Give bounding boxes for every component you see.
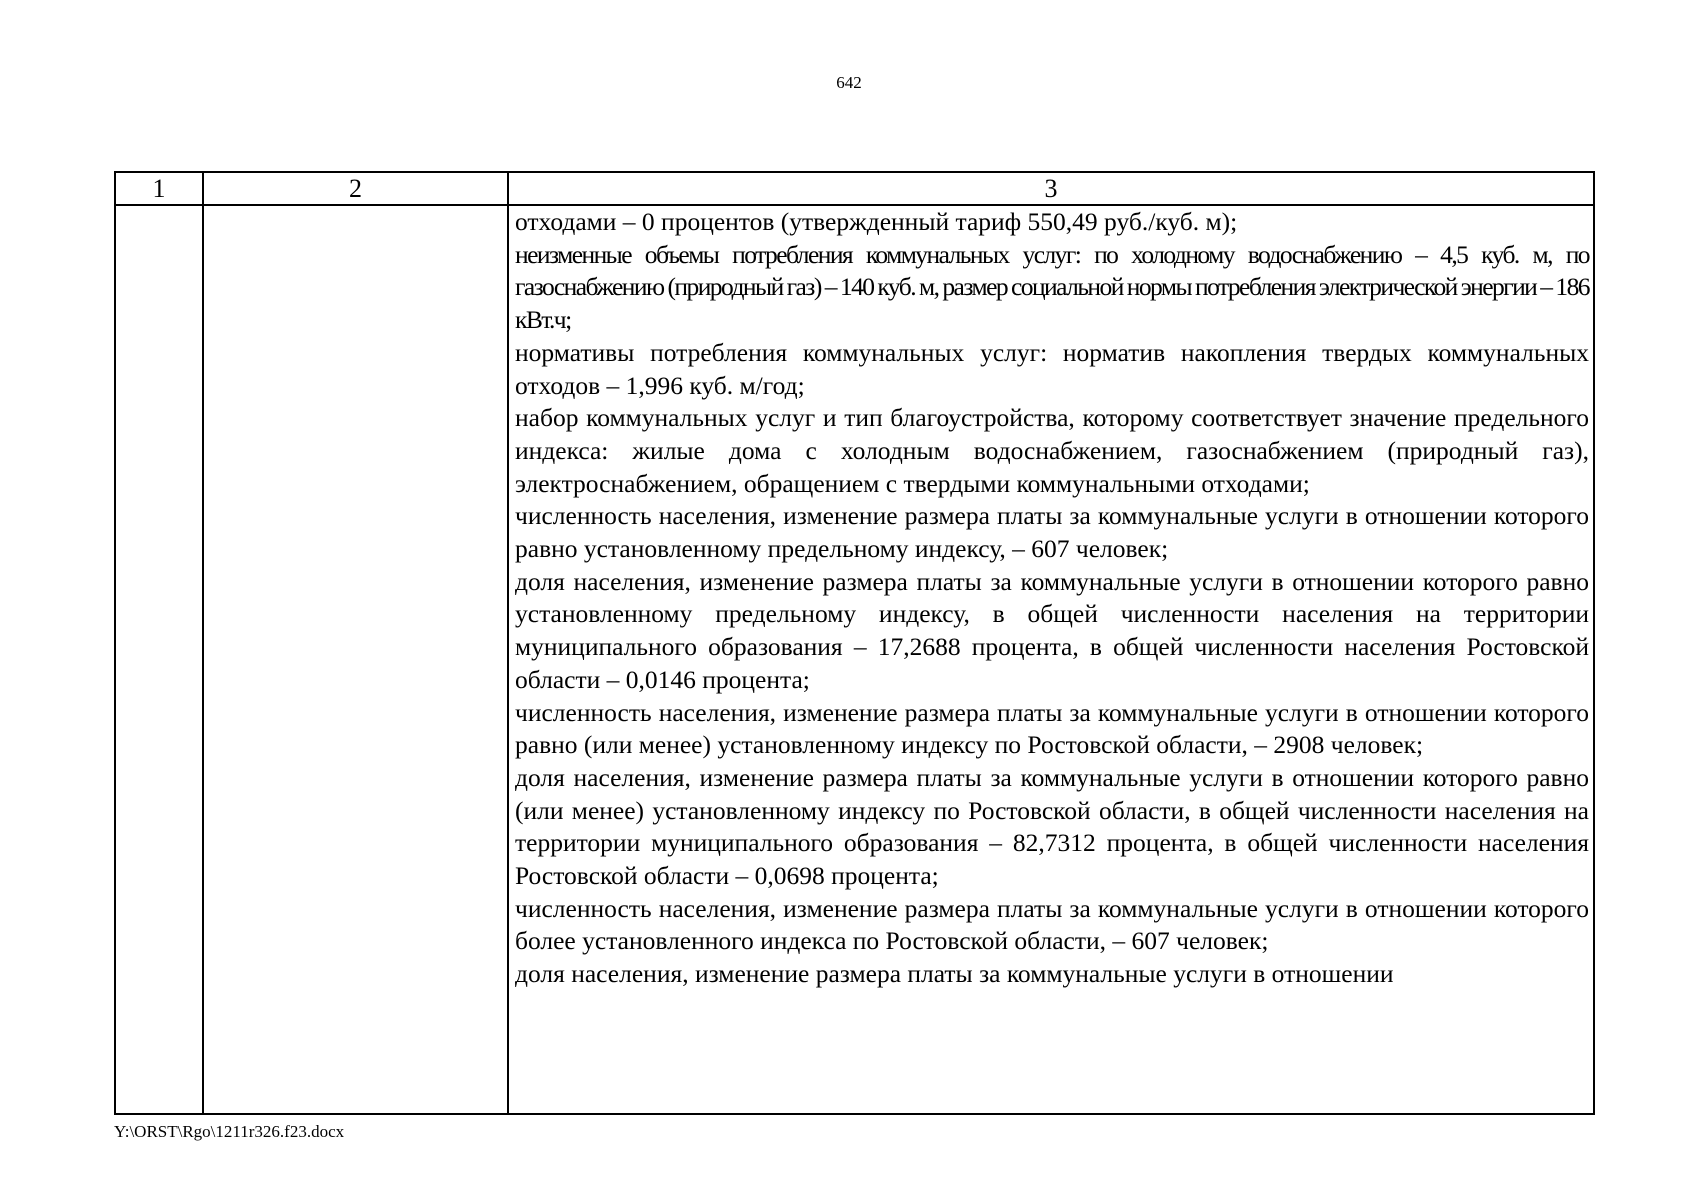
paragraph-2: неизменные объемы потребления коммунальных услуг: по холодному водоснабжению – 4,5 куб. м, по газоснабжению (природный газ) – 140 куб. м, размер социальной нормы потребления электрической энергии – 186 кВт.ч; <box>515 239 1589 335</box>
cell-col-3 <box>508 205 1594 1114</box>
paragraph-1: отходами – 0 процентов (утвержденный тариф 550,49 руб./куб. м); <box>515 207 1238 236</box>
cell-col-2 <box>203 205 508 1114</box>
paragraph-10: доля населения, изменение размера платы за коммунальные услуги в отношении <box>515 959 1394 989</box>
paragraph-9: численность населения, изменение размера платы за коммунальные услуги в отношении которого более установленного индекса по Ростовской области, – 607 человек; <box>515 893 1589 956</box>
cell-text-content <box>509 206 1593 1113</box>
cell-col-1 <box>115 205 203 1114</box>
footer-file-path: Y:\ORST\Rgo\1211r326.f23.docx <box>114 1122 345 1141</box>
paragraph-5: численность населения, изменение размера платы за коммунальные услуги в отношении которого равно установленному предельному индексу, – 607 человек; <box>515 501 1589 564</box>
table-header-row <box>115 172 1594 205</box>
paragraph-4: набор коммунальных услуг и тип благоустройства, которому соответствует значение предельного индекса: жилые дома с холодным водоснабжением, газоснабжением (природный газ), электроснабжением, обращением с твердыми коммунальными отходами; <box>515 403 1589 498</box>
paragraph-7: численность населения, изменение размера платы за коммунальные услуги в отношении которого равно (или менее) установленному индексу по Ростовской области, – 2908 человек; <box>515 697 1589 760</box>
paragraph-6: доля населения, изменение размера платы за коммунальные услуги в отношении которого равно установленному предельному индексу, в общей численности населения на территории муниципального образования – 17,2688 процента, в общей численности населения Ростовской области – 0,0146 процента; <box>515 566 1589 694</box>
column-header-2: 2 <box>203 172 508 205</box>
column-header-1: 1 <box>115 172 203 205</box>
document-table <box>114 171 1595 1115</box>
paragraph-3: нормативы потребления коммунальных услуг: норматив накопления твердых коммунальных отходов – 1,996 куб. м/год; <box>515 337 1589 400</box>
column-header-3: 3 <box>508 172 1594 205</box>
page-number: 642 <box>836 73 862 92</box>
table-row <box>115 205 1594 1114</box>
paragraph-8: доля населения, изменение размера платы за коммунальные услуги в отношении которого равно (или менее) установленному индексу по Ростовской области, в общей численности населения на территории муниципального образования – 82,7312 процента, в общей численности населения Ростовской области – 0,0698 процента; <box>515 762 1589 891</box>
